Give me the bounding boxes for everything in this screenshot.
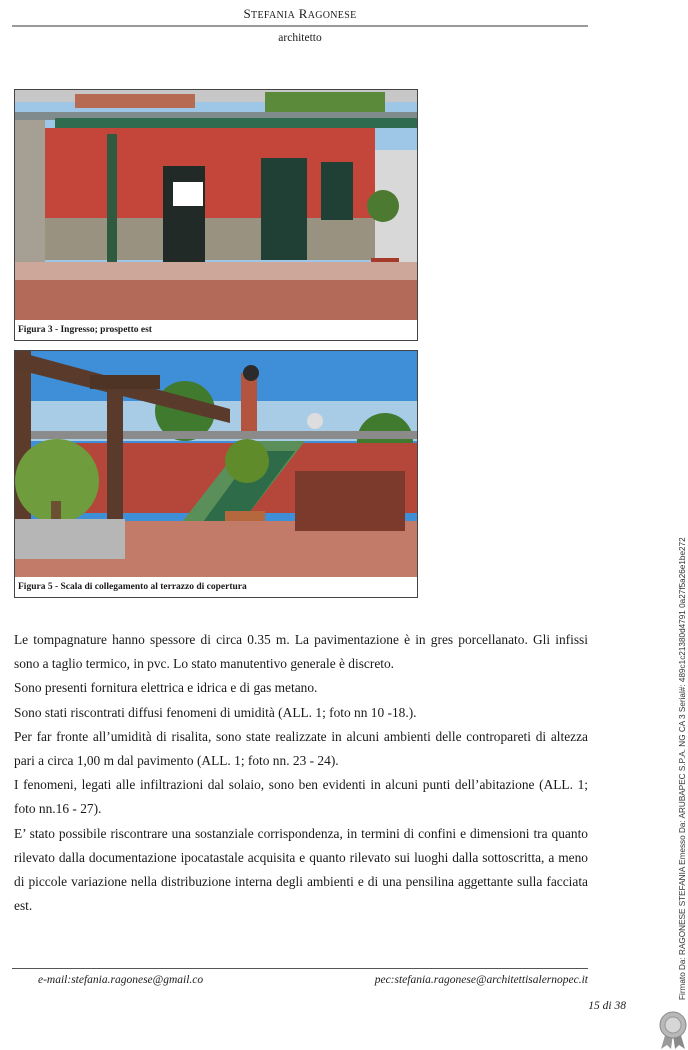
figure-5 — [14, 350, 418, 598]
paragraph-humidity: Sono stati riscontrati diffusi fenomeni di umidità (ALL. 1; foto nn 10 -18.). — [14, 704, 417, 720]
page-number: 15 di 38 — [588, 1000, 626, 1012]
header-divider — [12, 25, 588, 27]
digital-signature-note: Firmato Da: RAGONESE STEFANIA Emesso Da: ARUBAPEC S.P.A. NG CA 3 Serial#: 489c1c21380d4791 0a27f5a26e1be272 — [678, 537, 687, 1000]
footer-divider — [12, 968, 588, 969]
paragraph-correspondence: E’ stato possibile riscontrare una sostanziale corrispondenza, in termini di confini e dimensioni tra quanto rilevato dalla documentazione ipocatastale acquisita e quanto rilevato sui luoghi dalla sottoscritta, a meno di piccole variazione nella distribuzione interna degli ambienti e di una pensilina aggettante sulla facciata est. — [14, 825, 588, 914]
paragraph-finishes: Le tompagnature hanno spessore di circa 0.35 m. La pavimentazione è in gres porcellanato. Gli infissi sono a taglio termico, in pvc. Lo stato manutentivo generale è discreto. — [14, 632, 588, 672]
author-name — [12, 6, 588, 22]
author-first-initial: S — [243, 6, 252, 21]
paragraph-counterwalls: Per far fronte all’umidità di risalita, sono state realizzate in alcuni ambienti delle contropareti di altezza pari a circa 1,00 m dal pavimento (ALL. 1; foto nn. 23 - 24). — [14, 728, 588, 769]
body-text — [14, 628, 588, 918]
paragraph-utilities: Sono presenti fornitura elettrica e idrica e di gas metano. — [14, 680, 318, 696]
author-last-rest: AGONESE — [307, 10, 357, 21]
figure-5-caption: Figura 5 - Scala di collegamento al terrazzo di copertura — [18, 582, 247, 592]
paragraph-infiltrations: I fenomeni, legati alle infiltrazioni dal solaio, sono ben evidenti in alcuni punti dell’abitazione (ALL. 1; foto nn.16 - 27). — [14, 777, 588, 817]
footer-email[interactable]: e-mail:stefania.ragonese@gmail.co — [38, 974, 204, 986]
figure-3 — [14, 89, 418, 341]
author-first-rest: TEFANIA — [251, 10, 296, 21]
author-profession: architetto — [278, 32, 322, 44]
photo-entrance-east-facade — [15, 90, 417, 320]
photo-staircase-to-roof-terrace — [15, 351, 417, 577]
footer-pec[interactable]: pec:stefania.ragonese@architettisalernopec.it — [374, 974, 588, 986]
figure-3-caption: Figura 3 - Ingresso; prospetto est — [18, 325, 152, 335]
author-last-initial: R — [298, 6, 308, 21]
certification-seal-icon — [657, 1010, 688, 1050]
